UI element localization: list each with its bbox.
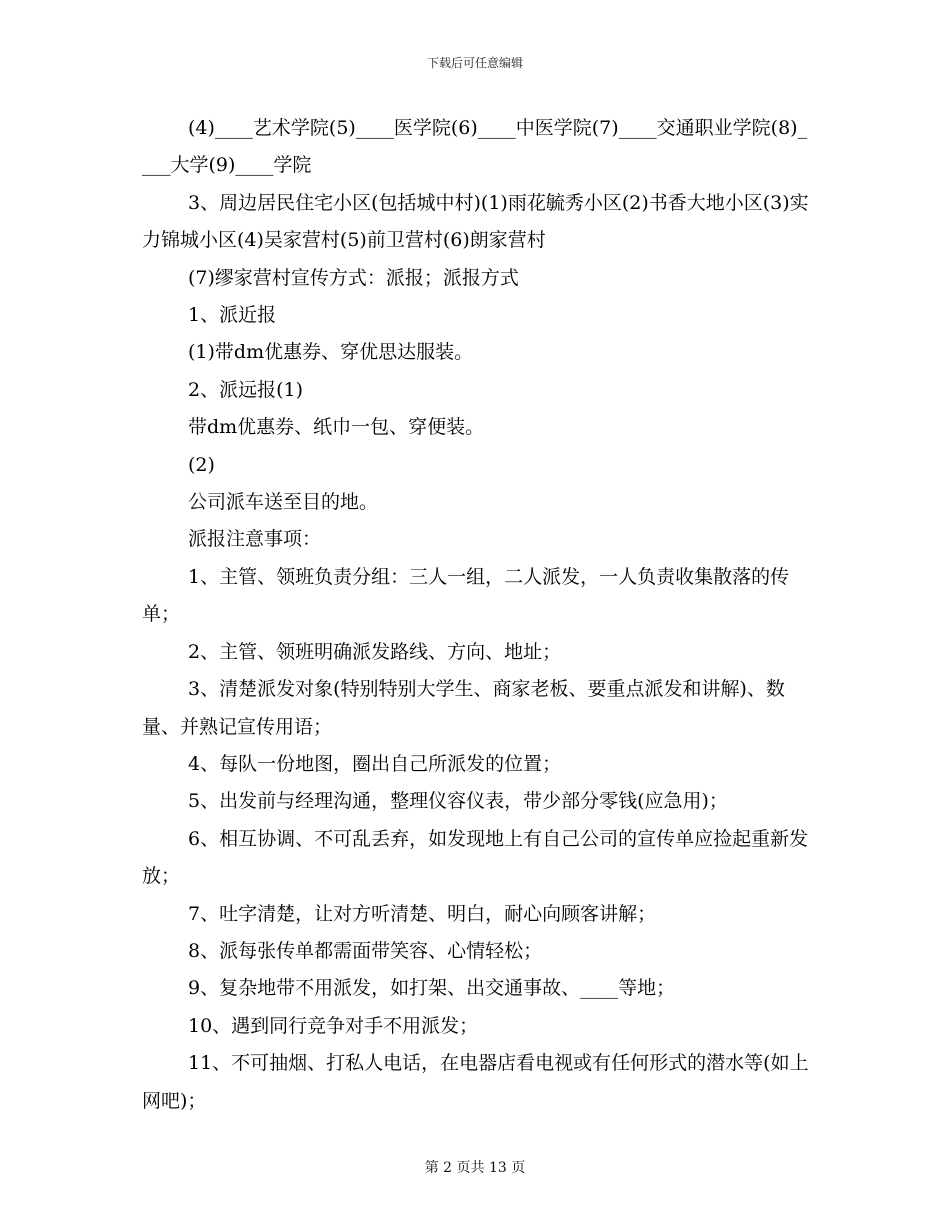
paragraph-note-7: 7、吐字清楚，让对方听清楚、明白，耐心向顾客讲解； bbox=[188, 902, 657, 925]
paragraph-note-9: 9、复杂地带不用派发，如打架、出交通事故、____等地； bbox=[188, 977, 676, 1000]
paragraph-near-distribution: 1、派近报 bbox=[188, 304, 277, 327]
paragraph-note-5: 5、出发前与经理沟通，整理仪容仪表，带少部分零钱(应急用)； bbox=[188, 790, 728, 813]
paragraph-far-detail-2: 公司派车送至目的地。 bbox=[188, 491, 379, 514]
paragraph-near-detail: (1)带dm优惠券、穿优思达服装。 bbox=[188, 341, 474, 364]
paragraph-note-8: 8、派每张传单都需面带笑容、心情轻松； bbox=[188, 939, 543, 962]
paragraph-note-3: 3、清楚派发对象(特别特别大学生、商家老板、要重点派发和讲解)、数量、并熟记宣传用语； bbox=[142, 678, 785, 738]
page-header: 下载后可任意编辑 bbox=[426, 56, 523, 70]
paragraph-note-6: 6、相互协调、不可乱丢弃，如发现地上有自己公司的宣传单应捡起重新发放； bbox=[142, 827, 809, 888]
paragraph-note-2: 2、主管、领班明确派发路线、方向、地址； bbox=[188, 640, 562, 663]
paragraph-far-item-2: (2) bbox=[188, 453, 215, 476]
paragraph-residential-areas: 3、周边居民住宅小区(包括城中村)(1)雨花毓秀小区(2)书香大地小区(3)实力锦城小区(4)吴家营村(5)前卫营村(6)朗家营村 bbox=[142, 191, 809, 252]
paragraph-promotion-method: (7)缪家营村宣传方式：派报；派报方式 bbox=[188, 266, 519, 289]
paragraph-notes-heading: 派报注意事项： bbox=[188, 528, 322, 551]
page-footer: 第 2 页共 13 页 bbox=[424, 1160, 526, 1176]
paragraph-far-distribution: 2、派远报(1) bbox=[188, 378, 304, 401]
document-body bbox=[142, 110, 810, 1120]
paragraph-note-1: 1、主管、领班负责分组：三人一组，二人派发，一人负责收集散落的传单； bbox=[142, 565, 790, 626]
paragraph-note-10: 10、遇到同行竞争对手不用派发； bbox=[188, 1014, 479, 1037]
paragraph-far-detail-1: 带dm优惠券、纸巾一包、穿便装。 bbox=[188, 416, 485, 439]
paragraph-colleges-list: (4)____艺术学院(5)____医学院(6)____中医学院(7)____交通职业学院(8)____大学(9)____学院 bbox=[142, 117, 808, 177]
paragraph-note-11: 11、不可抽烟、打私人电话，在电器店看电视或有任何形式的潜水等(如上网吧)； bbox=[142, 1052, 809, 1112]
paragraph-note-4: 4、每队一份地图，圈出自己所派发的位置； bbox=[188, 752, 562, 775]
